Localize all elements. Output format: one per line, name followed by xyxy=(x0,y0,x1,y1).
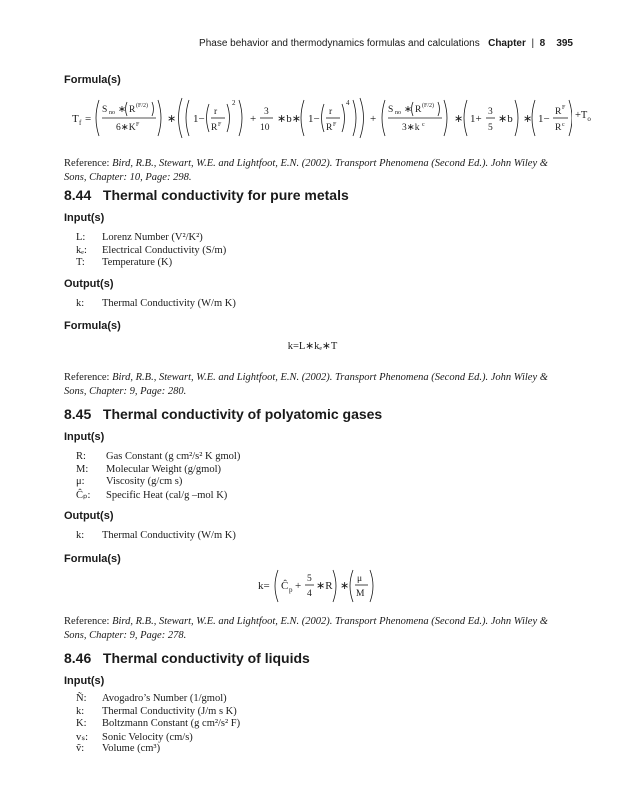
svg-text:1−: 1− xyxy=(538,113,550,125)
svg-text:3: 3 xyxy=(264,107,269,117)
input-symbol: vₛ: xyxy=(76,731,89,743)
input-description: Viscosity (g/cm s) xyxy=(106,476,183,487)
svg-text:M: M xyxy=(356,589,365,599)
input-symbol: Ñ: xyxy=(76,693,87,704)
reference-top xyxy=(64,157,564,185)
formula-8-45 xyxy=(258,566,378,608)
output-symbol: k: xyxy=(76,298,85,309)
inputs-list-8-46 xyxy=(76,693,240,756)
svg-text:∗b∗: ∗b∗ xyxy=(277,113,301,125)
svg-text:F: F xyxy=(333,122,337,128)
header-separator: | xyxy=(531,38,535,49)
input-description: Boltzmann Constant (g cm²/s² F) xyxy=(102,718,241,729)
svg-text:p: p xyxy=(289,586,293,594)
input-description: Temperature (K) xyxy=(102,257,173,268)
input-symbol: M: xyxy=(76,463,89,475)
formula-8-44: k=L∗kₑ∗T xyxy=(287,341,338,352)
inputs-heading: Input(s) xyxy=(64,212,105,224)
chapter-label: Chapter xyxy=(488,38,526,49)
chapter-number: 8 xyxy=(539,38,546,49)
svg-text:F: F xyxy=(562,105,566,111)
svg-text:μ: μ xyxy=(357,574,363,584)
svg-text:R: R xyxy=(415,105,422,115)
formula-heading: Formula(s) xyxy=(64,320,121,332)
svg-text:5: 5 xyxy=(488,123,493,133)
svg-text:F: F xyxy=(136,122,140,128)
svg-text:4: 4 xyxy=(307,589,312,599)
section-number: 8.45 xyxy=(64,406,92,422)
section-8-45-heading xyxy=(64,406,382,422)
inputs-heading: Input(s) xyxy=(64,675,105,687)
section-8-46-heading xyxy=(64,650,310,666)
svg-text:R: R xyxy=(211,123,218,133)
svg-text:1−: 1− xyxy=(193,113,205,125)
input-row xyxy=(76,489,240,502)
input-symbol: K: xyxy=(76,718,87,729)
output-row xyxy=(76,298,236,311)
outputs-heading: Output(s) xyxy=(64,278,114,290)
svg-text:Ĉ: Ĉ xyxy=(281,580,289,592)
input-description: Lorenz Number (V²/K²) xyxy=(102,232,203,243)
svg-text:S: S xyxy=(388,105,394,115)
reference-prefix: Reference: xyxy=(64,158,113,169)
input-row xyxy=(76,706,240,719)
svg-text:R: R xyxy=(326,123,333,133)
reference-citation: Bird, R.B., Stewart, W.E. and Lightfoot, E.N. (2002). Transport Phenomena (Second Ed.). John Wiley & Sons, Chapter: 9, Page: 278. xyxy=(64,616,548,641)
input-symbol: R: xyxy=(76,451,86,462)
svg-text:=: = xyxy=(85,113,92,125)
input-row xyxy=(76,464,240,477)
formula-heading: Formula(s) xyxy=(64,74,121,86)
inputs-heading: Input(s) xyxy=(64,431,105,443)
input-row xyxy=(76,693,240,706)
reference-8-44 xyxy=(64,371,564,399)
svg-text:∗: ∗ xyxy=(167,113,177,125)
svg-text:2: 2 xyxy=(232,99,236,107)
input-row xyxy=(76,718,240,731)
svg-text:no: no xyxy=(395,110,401,116)
svg-text:T: T xyxy=(72,113,79,125)
input-description: Volume (cm³) xyxy=(102,743,161,754)
input-row xyxy=(76,731,240,744)
outputs-heading: Output(s) xyxy=(64,510,114,522)
svg-text:R: R xyxy=(555,107,562,117)
formula-tail: $+T_o$ xyxy=(575,110,591,124)
running-title: Phase behavior and thermodynamics formulas and calculations xyxy=(199,38,480,49)
input-description: Avogadro’s Number (1/gmol) xyxy=(102,693,227,704)
svg-text:c: c xyxy=(422,122,425,128)
input-symbol: ṽ: xyxy=(76,743,85,754)
input-symbol: T: xyxy=(76,257,85,268)
svg-text:1−: 1− xyxy=(308,113,320,125)
surface-tension-formula xyxy=(72,92,572,144)
svg-text:1+: 1+ xyxy=(470,113,482,125)
section-title: Thermal conductivity of polyatomic gases xyxy=(102,406,383,422)
svg-text:+: + xyxy=(370,113,377,125)
input-symbol: μ: xyxy=(76,476,85,487)
svg-text:6∗K: 6∗K xyxy=(116,123,136,133)
svg-text:c: c xyxy=(562,122,565,128)
input-row xyxy=(76,245,226,258)
section-title: Thermal conductivity of liquids xyxy=(102,650,310,666)
section-title: Thermal conductivity for pure metals xyxy=(102,187,349,203)
input-description: Sonic Velocity (cm/s) xyxy=(102,731,193,743)
output-description: Thermal Conductivity (W/m K) xyxy=(102,530,236,541)
running-header xyxy=(199,38,573,49)
input-row xyxy=(76,743,240,756)
input-description: Electrical Conductivity (S/m) xyxy=(102,244,227,256)
reference-8-45 xyxy=(64,615,564,643)
svg-text:5: 5 xyxy=(307,574,312,584)
svg-text:∗: ∗ xyxy=(340,580,350,592)
svg-text:R: R xyxy=(129,105,136,115)
svg-text:r: r xyxy=(329,107,333,117)
svg-text:F: F xyxy=(218,122,222,128)
svg-text:∗R: ∗R xyxy=(316,580,333,592)
svg-text:∗: ∗ xyxy=(404,105,412,115)
output-description: Thermal Conductivity (W/m K) xyxy=(102,298,236,309)
input-description: Specific Heat (cal/g –mol K) xyxy=(106,489,228,501)
inputs-list-8-44 xyxy=(76,232,226,270)
input-description: Molecular Weight (g/gmol) xyxy=(106,463,222,475)
output-symbol: k: xyxy=(76,530,85,541)
svg-text:no: no xyxy=(109,110,115,116)
svg-text:S: S xyxy=(102,105,108,115)
svg-text:f: f xyxy=(79,119,82,127)
svg-text:10: 10 xyxy=(260,123,270,133)
input-symbol: Ĉₚ: xyxy=(76,489,91,501)
input-row xyxy=(76,257,226,270)
svg-text:∗b: ∗b xyxy=(498,113,513,125)
svg-text:R: R xyxy=(555,123,562,133)
svg-text:r: r xyxy=(214,107,218,117)
input-row xyxy=(76,476,240,489)
section-number: 8.46 xyxy=(64,650,92,666)
reference-citation: Bird, R.B., Stewart, W.E. and Lightfoot, E.N. (2002). Transport Phenomena (Second Ed.). John Wiley & Sons, Chapter: 10, Page: 298. xyxy=(64,158,548,183)
section-number: 8.44 xyxy=(64,187,92,203)
reference-citation: Bird, R.B., Stewart, W.E. and Lightfoot, E.N. (2002). Transport Phenomena (Second Ed.). John Wiley & Sons, Chapter: 9, Page: 280. xyxy=(64,372,548,397)
svg-text:k=: k= xyxy=(258,580,270,592)
section-8-44-heading xyxy=(64,187,349,203)
svg-text:+: + xyxy=(295,580,302,592)
inputs-list-8-45 xyxy=(76,451,240,501)
svg-text:∗: ∗ xyxy=(454,113,464,125)
svg-text:4: 4 xyxy=(346,99,350,107)
outputs-list-8-44 xyxy=(76,298,236,311)
outputs-list-8-45 xyxy=(76,530,236,543)
reference-prefix: Reference: xyxy=(64,616,113,627)
reference-prefix: Reference: xyxy=(64,372,113,383)
input-symbol: L: xyxy=(76,232,86,243)
svg-text:∗: ∗ xyxy=(118,105,126,115)
input-description: Gas Constant (g cm²/s² K gmol) xyxy=(106,451,241,462)
output-row xyxy=(76,530,236,543)
input-symbol: kₑ: xyxy=(76,244,87,256)
input-row xyxy=(76,451,240,464)
svg-text:∗: ∗ xyxy=(523,113,533,125)
input-symbol: k: xyxy=(76,705,85,717)
formula-heading: Formula(s) xyxy=(64,553,121,565)
input-description: Thermal Conductivity (J/m s K) xyxy=(102,705,237,717)
svg-text:+: + xyxy=(250,113,257,125)
svg-text:(F/2): (F/2) xyxy=(422,103,434,109)
svg-text:3: 3 xyxy=(488,107,493,117)
input-row xyxy=(76,232,226,245)
svg-text:3∗k: 3∗k xyxy=(402,123,420,133)
svg-text:(F/2): (F/2) xyxy=(136,103,148,109)
page-number: 395 xyxy=(556,38,573,49)
